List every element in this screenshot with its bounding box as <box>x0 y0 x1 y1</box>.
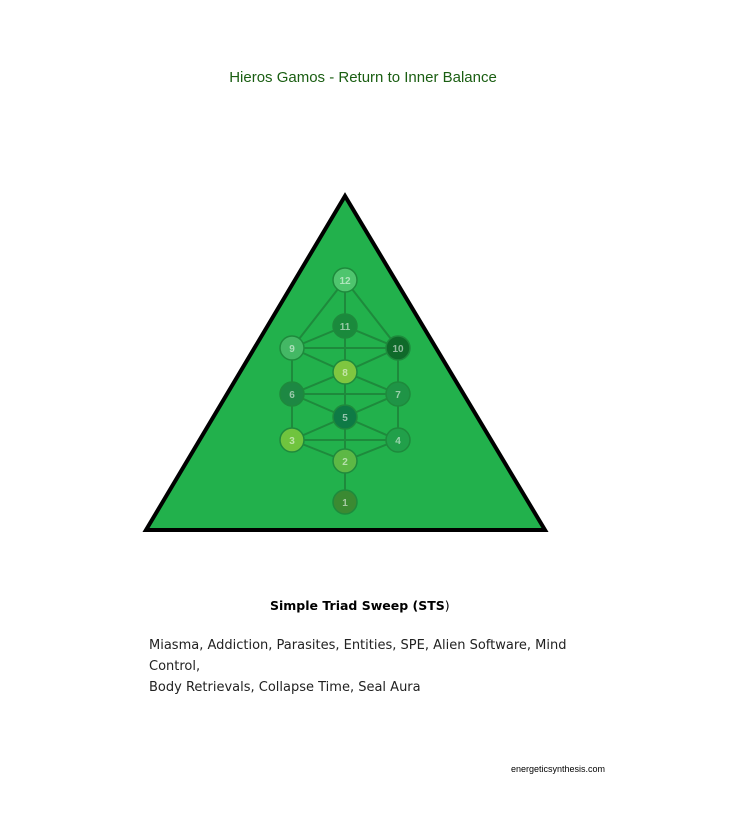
sphere-label-11: 11 <box>339 322 351 333</box>
sphere-4 <box>386 428 410 452</box>
sweep-heading <box>270 598 450 613</box>
sphere-1 <box>333 490 357 514</box>
sphere-10 <box>386 336 410 360</box>
sphere-label-10: 10 <box>392 344 404 355</box>
sweep-heading-text: Simple Triad Sweep (STS <box>270 598 445 613</box>
sphere-5 <box>333 405 357 429</box>
sphere-2 <box>333 449 357 473</box>
sphere-label-6: 6 <box>289 390 295 401</box>
sphere-label-3: 3 <box>289 436 295 447</box>
sweep-line-1: Miasma, Addiction, Parasites, Entities, SPE, Alien Software, Mind Control, <box>149 638 567 674</box>
sphere-label-1: 1 <box>342 498 348 509</box>
sphere-12 <box>333 268 357 292</box>
sphere-7 <box>386 382 410 406</box>
sphere-label-7: 7 <box>395 390 401 401</box>
sphere-label-5: 5 <box>342 413 348 424</box>
sphere-label-8: 8 <box>342 368 348 379</box>
sweep-line-2: Body Retrievals, Collapse Time, Seal Aura <box>149 680 421 695</box>
sphere-label-2: 2 <box>342 457 348 468</box>
page-title: Hieros Gamos - Return to Inner Balance <box>229 69 497 86</box>
sphere-8 <box>333 360 357 384</box>
site-credit: energeticsynthesis.com <box>511 764 606 774</box>
sphere-11 <box>333 314 357 338</box>
sphere-label-9: 9 <box>289 344 295 355</box>
sweep-heading-close: ) <box>444 598 450 613</box>
sphere-label-4: 4 <box>395 436 401 447</box>
sphere-label-12: 12 <box>339 276 351 287</box>
sphere-6 <box>280 382 304 406</box>
sphere-9 <box>280 336 304 360</box>
sphere-3 <box>280 428 304 452</box>
sweep-description <box>149 635 589 698</box>
